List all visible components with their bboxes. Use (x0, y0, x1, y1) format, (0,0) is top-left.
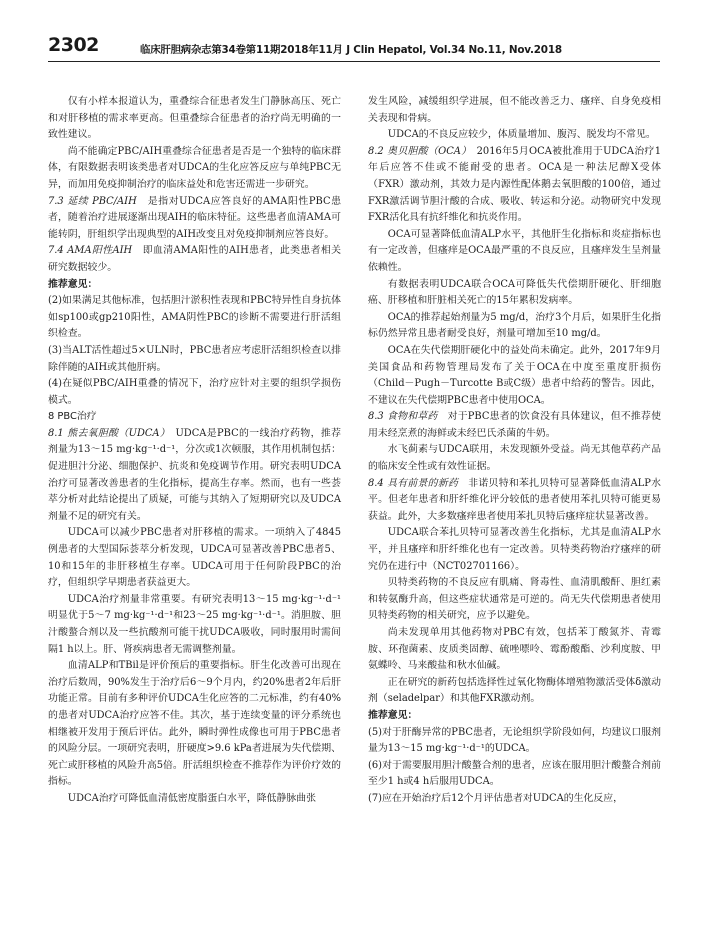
subsection-body: 对于PBC患者的饮食没有具体建议，但不推荐使用未经烹煮的海鲜或未经巴氏杀菌的牛奶。 (368, 411, 661, 439)
recommendation-item: (7)应在开始治疗后12个月评估患者对UDCA的生化反应， (368, 792, 623, 804)
subsection-body: 2016年5月OCA被批准用于UDCA治疗1年后应答不佳或不能耐受的患者。OCA是一种法尼醇X受体（FXR）激动剂，其效力是内源性配体鹅去氧胆酸的100倍，通过FXR激活调节胆汁酸的合成、吸收、转运和分泌。动物研究中发现FXR活化具有抗纤维化和抗炎作用。 (368, 145, 661, 224)
paragraph: 贝特类药物的不良反应有肌痛、肾毒性、血清肌酸酐、胆红素和转氨酶升高，但这些症状通常是可逆的。尚无失代偿期患者使用贝特类药物的相关研究，应予以避免。 (368, 577, 661, 622)
paragraph: 尚未发现单用其他药物对PBC有效，包括苯丁酸氮芥、青霉胺、环孢菌素、皮质类固醇、硫唑嘌呤、霉酚酸酯、沙利度胺、甲氨蝶呤、马来酸盐和秋水仙碱。 (368, 627, 661, 672)
section-8-2 (368, 144, 661, 227)
subsection-heading: 8.3 食物和草药 (368, 411, 438, 423)
paragraph: UDCA治疗可降低血清低密度脂蛋白水平，降低静脉曲张 (67, 792, 316, 804)
paragraph: 尚不能确定PBC/AIH重叠综合征患者是否是一个独特的临床群体，有限数据表明该类患者对UDCA的生化应答反应与单纯PBC无异，而加用免疫抑制治疗的临床益处和危害还需进一步研究。 (48, 145, 341, 190)
subsection-body: 即血清AMA阳性的AIH患者，此类患者相关研究数据较少。 (48, 245, 341, 273)
subsection-body: 非诺贝特和苯扎贝特可显著降低血清ALP水平。但老年患者和肝纤维化评分较低的患者使用苯扎贝特可能更易获益。此外，大多数瘙痒患者使用苯扎贝特后瘙痒症状显著改善。 (368, 477, 661, 522)
paragraph: 血清ALP和TBil是评价预后的重要指标。肝生化改善可出现在治疗后数周，90%发生于治疗后6～9个月内，约20%患者2年后肝功能正常。目前有多种评价UDCA生化应答的二元标准，约有40%的患者对UDCA治疗应答不佳。其次，基于连续变量的评分系统也相继被开发用于预后评估。此外，瞬时弹性成像也可用于PBC患者的风险分层。一项研究表明，肝硬度>9.6 kPa者进展为失代偿期、死亡或肝移植的风险升高5倍。肝活组织检查不推荐作为评价疗效的指标。 (48, 660, 341, 788)
section-8-3 (368, 409, 661, 442)
paragraph: OCA在失代偿期肝硬化中的益处尚未确定。此外，2017年9月美国食品和药物管理局发布了关于OCA在中度至重度肝损伤（Child－Pugh－Turcotte B或C级）患者中给药的警告。因此，不建议在失代偿期PBC患者中使用OCA。 (368, 344, 661, 406)
subsection-heading: 7.3 延续 PBC/AIH (48, 195, 137, 207)
section-7-3 (48, 194, 341, 244)
paragraph: 仅有小样本报道认为，重叠综合征患者发生门静脉高压、死亡和对肝移植的需求率更高。但重叠综合征患者的治疗尚无明确的一致性建议。 (48, 96, 341, 141)
recommendation-heading: 推荐意见： (48, 278, 98, 290)
recommendation-item: (6)对于需要服用胆汁酸螯合剂的患者，应该在服用胆汁酸螯合剂前至少1 h或4 h后服用UDCA。 (368, 759, 661, 788)
paragraph: UDCA联合苯扎贝特可显著改善生化指标，尤其是血清ALP水平，并且瘙痒和肝纤维化也有一定改善。贝特类药物治疗瘙痒的研究仍在进行中（NCT02701166）。 (368, 527, 661, 572)
section-heading: 8 PBC治疗 (48, 411, 97, 423)
paragraph: UDCA的不良反应较少，体质量增加、腹泻、脱发均不常见。 (387, 129, 656, 141)
paragraph: UDCA可以减少PBC患者对肝移植的需求。一项纳入了4845例患者的大型国际荟萃分析发现，UDCA可显著改善PBC患者5、10和15年的非肝移植生存率。UDCA可用于任何阶段PBC的治疗，但组织学早期患者获益更大。 (48, 527, 341, 589)
paragraph: OCA可显著降低血清ALP水平，其他肝生化指标和炎症指标也有一定改善，但瘙痒是OCA最严重的不良反应，且瘙痒发生呈剂量依赖性。 (368, 228, 661, 273)
subsection-heading: 8.4 具有前景的新药 (368, 477, 459, 489)
paragraph: 水飞蓟素与UDCA联用，未发现额外受益。尚无其他草药产品的临床安全性或有效性证据。 (368, 444, 661, 473)
paragraph: 有数据表明UDCA联合OCA可降低失代偿期肝硬化、肝细胞癌、肝移植和肝脏相关死亡的15年累积发病率。 (368, 278, 661, 307)
recommendation-item: (3)当ALT活性超过5×ULN时，PBC患者应考虑肝活组织检查以排除伴随的AIH或其他肝病。 (48, 344, 341, 373)
paragraph: OCA的推荐起始剂量为5 mg/d，治疗3个月后，如果肝生化指标仍然异常且患者耐受良好，剂量可增加至10 mg/d。 (368, 311, 661, 340)
recommendation-item: (2)如果满足其他标准，包括胆汁淤积性表现和PBC特异性自身抗体如sp100或gp210阳性，AMA阴性PBC的诊断不需要进行肝活组织检查。 (48, 295, 341, 340)
section-8-1 (48, 426, 341, 526)
subsection-body: 是指对UDCA应答良好的AMA阳性PBC患者，随着治疗进展逐渐出现AIH的临床特征。这些患者血清AMA可能转阴，肝组织学出现典型的AIH改变且对免疫抑制剂应答良好。 (48, 195, 341, 240)
recommendation-item: (4)在疑似PBC/AIH重叠的情况下，治疗应针对主要的组织学损伤模式。 (48, 378, 341, 406)
subsection-heading: 7.4 AMA阳性AIH (48, 245, 133, 257)
right-column (368, 94, 661, 808)
page-header (48, 32, 660, 62)
paragraph: UDCA治疗剂量非常重要。有研究表明13～15 mg·kg⁻¹·d⁻¹明显优于5～7 mg·kg⁻¹·d⁻¹和23～25 mg·kg⁻¹·d⁻¹。消胆胺、胆汁酸螯合剂以及一些抗酸剂可能干扰UDCA吸收，同时服用时需间隔1 h以上。肝、肾疾病患者无需调整剂量。 (48, 593, 341, 655)
header-rule (48, 61, 660, 62)
journal-running-title: 临床肝胆病杂志第34卷第11期2018年11月 J Clin Hepatol, Vol.34 No.11, Nov.2018 (140, 44, 562, 56)
recommendation-item: (5)对于肝酶异常的PBC患者，无论组织学阶段如何，均建议口服剂量为13～15 mg·kg⁻¹·d⁻¹的UDCA。 (368, 726, 661, 755)
section-7-4 (48, 243, 341, 276)
paragraph: 发生风险，减缓组织学进展，但不能改善乏力、瘙痒、自身免疫相关表现和骨病。 (368, 96, 661, 124)
subsection-heading: 8.2 奥贝胆酸（OCA） (368, 145, 467, 157)
subsection-body: UDCA是PBC的一线治疗药物，推荐剂量为13～15 mg·kg⁻¹·d⁻¹，分次或1次顿服，其作用机制包括：促进胆汁分泌、细胞保护、抗炎和免疫调节作用。研究表明UDCA治疗可显著改善患者的生化指标，提高生存率。然而，也有一些荟萃分析对此结论提出了质疑，可能与其纳入了短期研究以及UDCA剂量不足的研究有关。 (48, 427, 341, 522)
subsection-heading: 8.1 熊去氧胆酸（UDCA） (48, 427, 166, 439)
recommendation-heading: 推荐意见： (368, 709, 418, 721)
paragraph: 正在研究的新药包括选择性过氧化物酶体增殖物激活受体δ激动剂（seladelpar）和其他FXR激动剂。 (368, 676, 661, 705)
page-number: 2302 (48, 34, 99, 56)
section-8-4 (368, 476, 661, 526)
left-column (48, 94, 341, 808)
